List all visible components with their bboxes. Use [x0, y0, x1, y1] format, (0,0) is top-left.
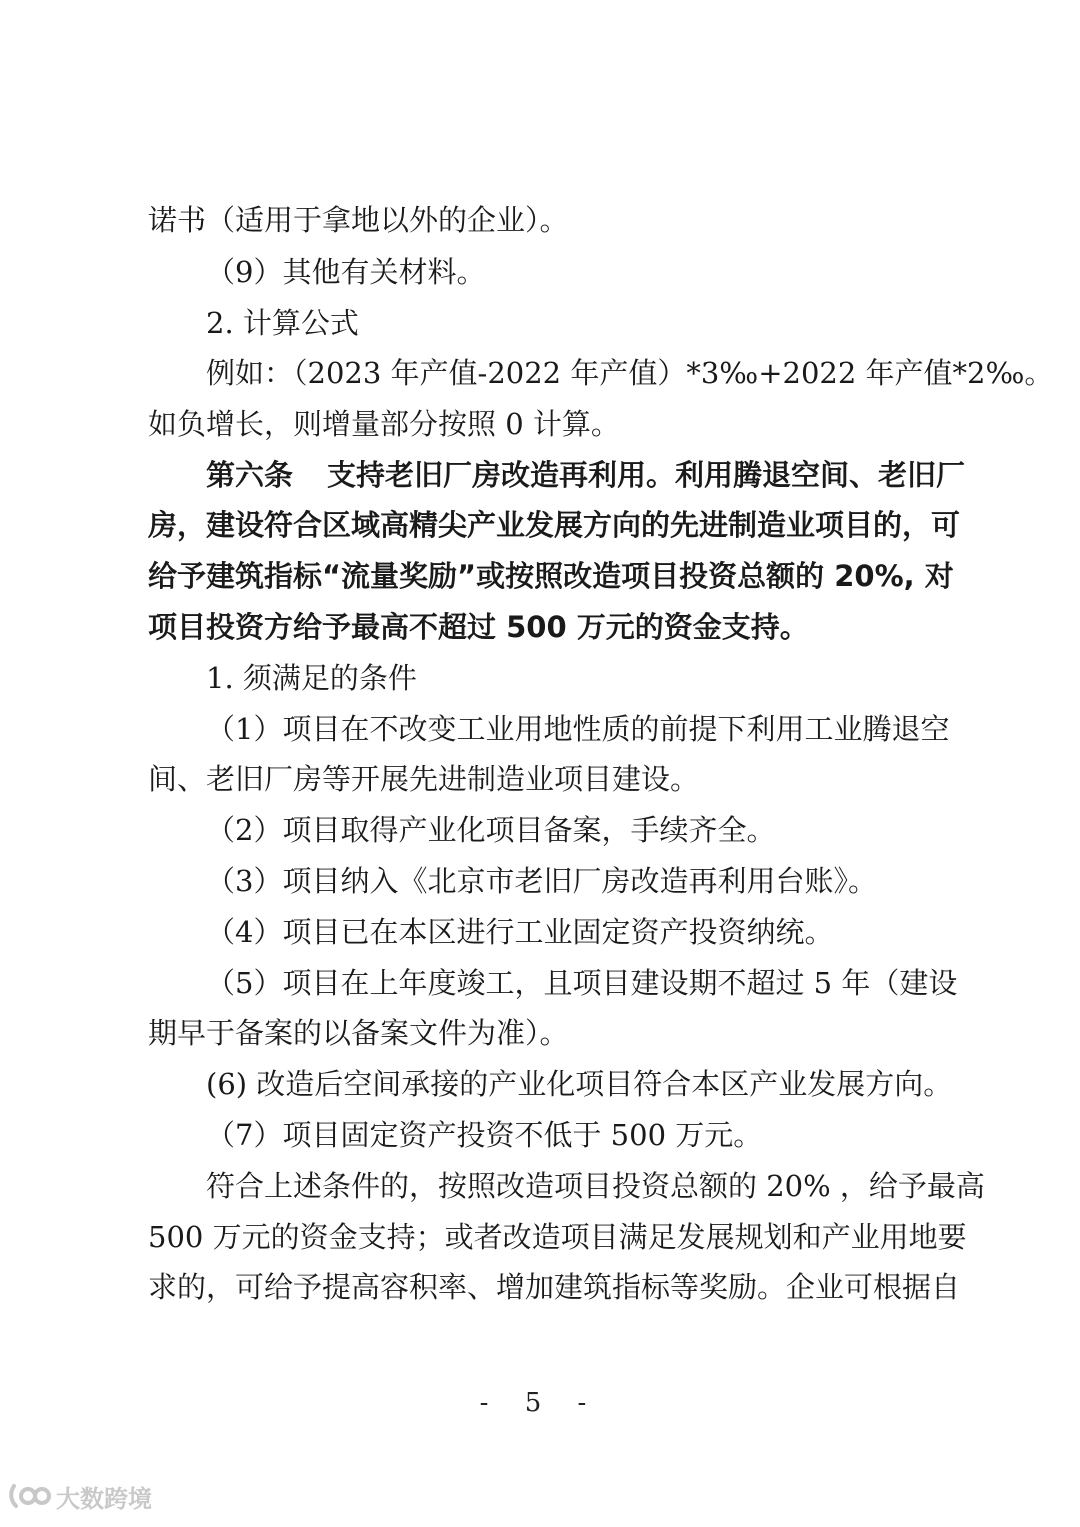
body-line: （9）其他有关材料。	[206, 255, 486, 289]
article-line: 给予建筑指标“流量奖励”或按照改造项目投资总额的 20%, 对	[148, 559, 954, 593]
body-line: 求的，可给予提高容积率、增加建筑指标等奖励。企业可根据自	[148, 1270, 961, 1304]
body-line: 例如：（2023 年产值-2022 年产值）*3‰+2022 年产值*2‰。	[206, 356, 1054, 390]
body-line: （5）项目在上年度竣工，且项目建设期不超过 5 年（建设	[206, 966, 958, 1000]
watermark-text: 大数跨境	[56, 1484, 152, 1513]
body-line: (6) 改造后空间承接的产业化项目符合本区产业发展方向。	[206, 1067, 953, 1101]
body-line: 2. 计算公式	[206, 306, 359, 340]
page-number: - 5 -	[479, 1388, 601, 1418]
section-heading: 1. 须满足的条件	[206, 661, 417, 695]
body-line: 期早于备案的以备案文件为准）。	[148, 1016, 569, 1050]
body-line: （7）项目固定资产投资不低于 500 万元。	[206, 1118, 763, 1152]
article-line: 项目投资方给予最高不超过 500 万元的资金支持。	[148, 610, 809, 644]
watermark	[8, 1480, 152, 1512]
body-line: 符合上述条件的，按照改造项目投资总额的 20% ，给予最高	[206, 1169, 985, 1203]
body-line: 诺书（适用于拿地以外的企业）。	[148, 203, 569, 237]
article-heading: 第六条	[206, 458, 294, 492]
body-line: 间、老旧厂房等开展先进制造业项目建设。	[148, 762, 700, 796]
logo-icon	[8, 1482, 52, 1510]
body-line: 500 万元的资金支持；或者改造项目满足发展规划和产业用地要	[148, 1220, 967, 1254]
body-line: （1）项目在不改变工业用地性质的前提下利用工业腾退空	[206, 712, 950, 746]
body-line: 如负增长，则增量部分按照 0 计算。	[148, 407, 620, 441]
body-line: （3）项目纳入《北京市老旧厂房改造再利用台账》。	[206, 864, 877, 898]
article-line	[0, 455, 1080, 495]
body-line: （2）项目取得产业化项目备案，手续齐全。	[206, 813, 776, 847]
body-line: （4）项目已在本区进行工业固定资产投资纳统。	[206, 915, 834, 949]
article-lead-text: 支持老旧厂房改造再利用。利用腾退空间、老旧厂	[327, 458, 966, 492]
article-line: 房，建设符合区域高精尖产业发展方向的先进制造业项目的，可	[148, 508, 961, 542]
